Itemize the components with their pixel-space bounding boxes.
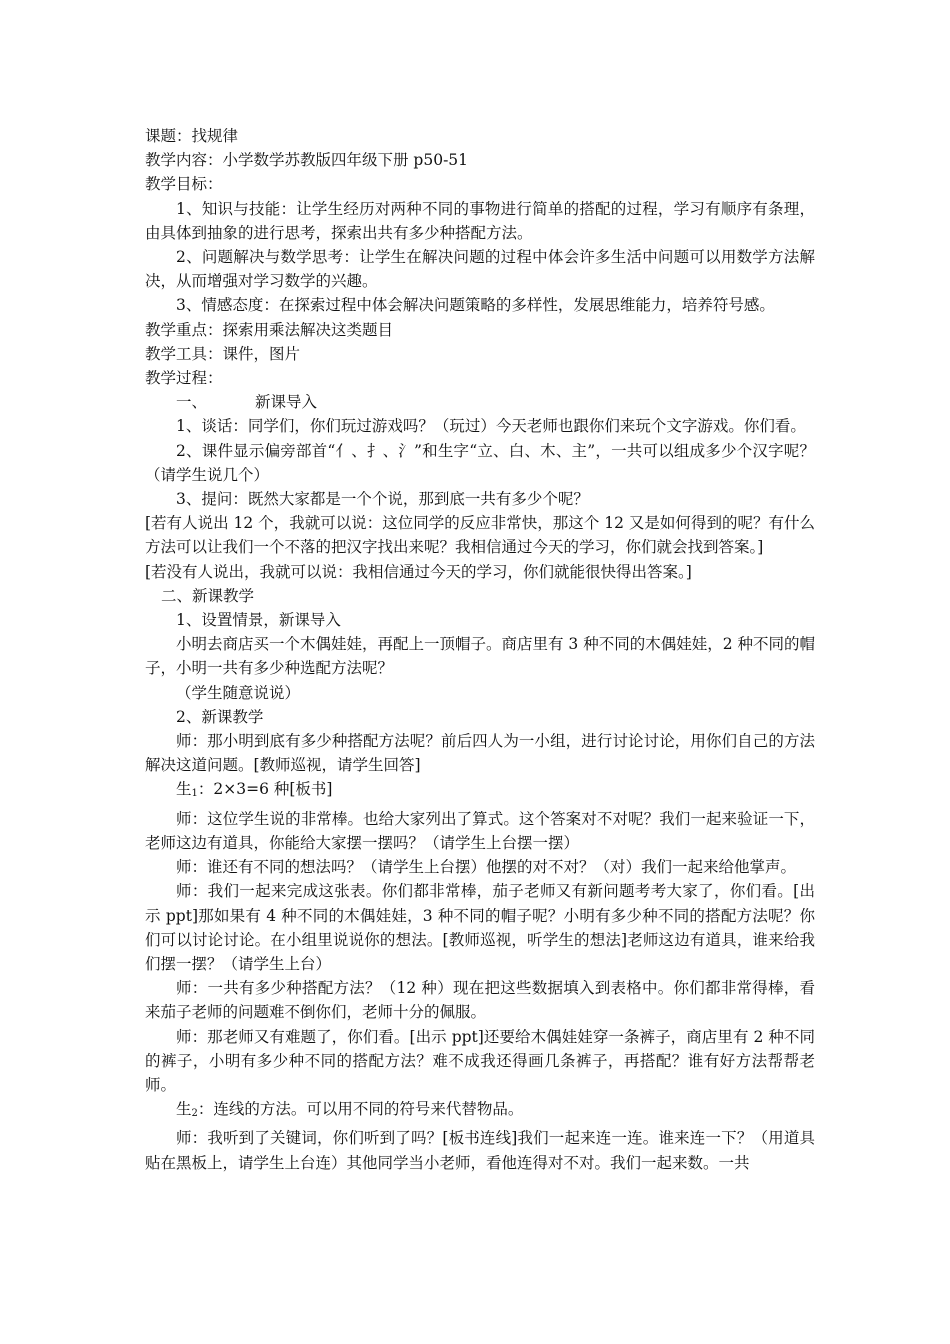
teaching-tools: 教学工具：课件，图片 (145, 344, 301, 363)
teacher-paragraph-1: 师：那小明到底有多少种搭配方法呢？前后四人为一小组，进行讨论讨论，用你们自己的方法解决这道问题。[教师巡视，请学生回答] (145, 732, 815, 775)
student-label: 生 (176, 1100, 192, 1119)
objective-1: 1、知识与技能：让学生经历对两种不同的事物进行简单的搭配的过程，学习有顺序有条理，由具体到抽象的进行思考，探索出共有多少种搭配方法。 (145, 199, 815, 242)
part1-note-2: [若没有人说出，我就可以说：我相信通过今天的学习，你们就能很快得出答案。] (145, 562, 692, 581)
teacher-paragraph-6: 师：那老师又有难题了，你们看。[出示 ppt]还要给木偶娃娃穿一条裤子，商店里有 2 种不同的裤子，小明有多少种不同的搭配方法？难不成我还得画几条裤子，再搭配？谁有好方法帮帮老师。 (145, 1027, 815, 1094)
part2-sub2-title: 2、新课教学 (176, 707, 264, 726)
part2-heading: 二、新课教学 (161, 586, 255, 605)
teacher-paragraph-4: 师：我们一起来完成这张表。你们都非常棒，茄子老师又有新问题考考大家了，你们看。[出示 ppt]那如果有 4 种不同的木偶娃娃，3 种不同的帽子呢？小明有多少种不同的搭配方法呢？你们可以讨论讨论。在小组里说说你的想法。[教师巡视，听学生的想法]老师这边有道具，谁来给我们摆一摆？（请学生上台） (145, 882, 815, 973)
objectives-title: 教学目标： (145, 175, 223, 194)
student-label: 生 (176, 780, 192, 799)
process-title: 教学过程： (145, 369, 223, 388)
student-answer-text: ：连线的方法。可以用不同的符号来代替物品。 (197, 1100, 524, 1119)
objective-3: 3、情感态度：在探索过程中体会解决问题策略的多样性，发展思维能力，培养符号感。 (176, 296, 775, 315)
part1-item-1: 1、谈话：同学们，你们玩过游戏吗？（玩过）今天老师也跟你们来玩个文字游戏。你们看。 (176, 417, 806, 436)
part1-number: 一、 (176, 393, 208, 412)
part1-item-3: 3、提问：既然大家都是一个个说，那到底一共有多少个呢？ (176, 490, 589, 509)
student-answer-text: ：2×3=6 种[板书] (197, 780, 333, 799)
teacher-paragraph-7: 师：我听到了关键词，你们听到了吗？[板书连线]我们一起来连一连。谁来连一下？（用道具贴在黑板上，请学生上台连）其他同学当小老师，看他连得对不对。我们一起来数。一共 (145, 1129, 815, 1172)
student-2-answer (145, 1097, 815, 1126)
student-index: 1 (191, 788, 198, 800)
student-index: 2 (191, 1108, 198, 1120)
teacher-paragraph-2: 师：这位学生说的非常棒。也给大家列出了算式。这个答案对不对呢？我们一起来验证一下，老师这边有道具，你能给大家摆一摆吗？（请学生上台摆一摆） (145, 809, 815, 852)
part2-sub1-note: （学生随意说说） (176, 683, 301, 702)
lesson-content: 教学内容：小学数学苏教版四年级下册 p50-51 (145, 151, 469, 170)
student-1-answer (145, 777, 815, 806)
part1-heading (145, 390, 815, 414)
key-point: 教学重点：探索用乘法解决这类题目 (145, 320, 394, 339)
objective-2: 2、问题解决与数学思考：让学生在解决问题的过程中体会许多生活中问题可以用数学方法解决，从而增强对学习数学的兴趣。 (145, 248, 815, 291)
part1-note-1: [若有人说出 12 个，我就可以说：这位同学的反应非常快，那这个 12 又是如何得到的呢？有什么方法可以让我们一个不落的把汉字找出来呢？我相信通过今天的学习，你们就会找到答案。] (145, 514, 815, 557)
part1-title: 新课导入 (255, 393, 318, 412)
part2-sub1-title: 1、设置情景，新课导入 (176, 611, 341, 630)
teacher-paragraph-5: 师：一共有多少种搭配方法？（12 种）现在把这些数据填入到表格中。你们都非常得棒，看来茄子老师的问题难不倒你们，老师十分的佩服。 (145, 979, 815, 1022)
teacher-paragraph-3: 师：谁还有不同的想法吗？（请学生上台摆）他摆的对不对？（对）我们一起来给他掌声。 (176, 858, 797, 877)
lesson-topic: 课题：找规律 (145, 127, 239, 145)
part2-sub1-text: 小明去商店买一个木偶娃娃，再配上一顶帽子。商店里有 3 种不同的木偶娃娃，2 种不同的帽子，小明一共有多少种选配方法呢？ (145, 635, 816, 678)
document-page (145, 124, 815, 1175)
part1-item-2: 2、课件显示偏旁部首“亻、扌、氵”和生字“立、白、木、主”，一共可以组成多少个汉字呢？（请学生说几个） (145, 441, 815, 484)
